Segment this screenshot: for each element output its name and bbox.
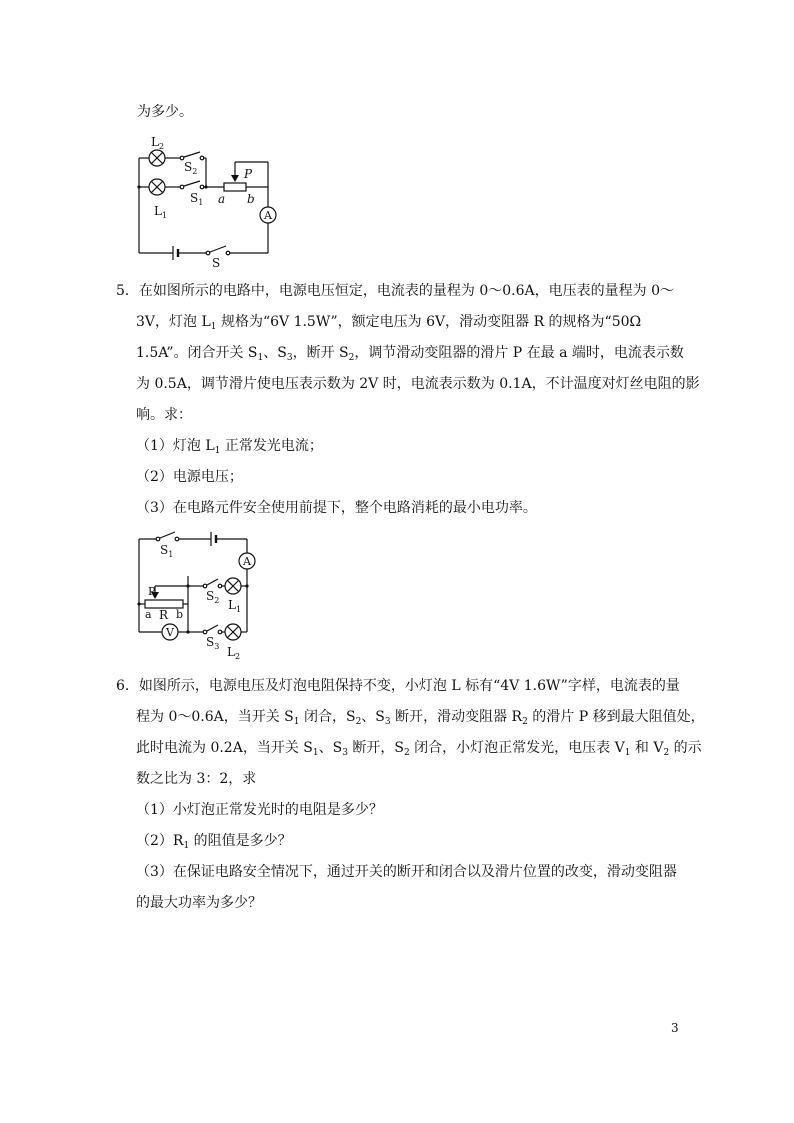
- label-S1: $S_1$: [160, 543, 174, 559]
- q6-line-3: 此时电流为 0.2A，当开关 $S_1$、$S_3$ 断开，$S_2$ 闭合，小灯泡正常发光，电压表 $V_1$ 和 $V_2$ 的示: [136, 740, 702, 758]
- label-S: S: [212, 256, 221, 270]
- q6-sub-1: （1）小灯泡正常发光时的电阻是多少？: [136, 802, 383, 818]
- page-number: 3: [671, 1021, 679, 1035]
- q6-sub-2: $(2)R_1$ 的阻值是多少？: [136, 833, 292, 851]
- q5-sub-2: （2）电源电压；: [136, 469, 243, 485]
- label-b-2: b: [176, 608, 184, 621]
- question-6: [116, 675, 705, 915]
- label-P: P: [244, 167, 253, 181]
- q5-line-4: 为 0.5A，调节滑片使电压表示数为 2V 时，电流表示数为 0.1A，不计温度对灯丝电阻的影: [136, 376, 700, 392]
- label-a: a: [218, 192, 226, 206]
- label-b: b: [247, 192, 255, 206]
- label-a-2: a: [145, 608, 152, 621]
- label-L1: $L_1$: [154, 204, 168, 220]
- q5-line-3: 1.5A”。闭合开关 $S_1$、$S_3$，断开 $S_2$，调节滑动变阻器的滑片 P 在最 a 端时，电流表示数: [136, 345, 684, 363]
- q4-tail-text: 为多少。: [137, 104, 193, 120]
- q5-sub-3: （3）在电路元件安全使用前提下，整个电路消耗的最小电功率。: [136, 500, 537, 516]
- label-R: R: [159, 608, 169, 622]
- q6-sub-3-line-2: 的最大功率为多少？: [136, 895, 262, 911]
- ammeter-label: A: [264, 209, 272, 222]
- ammeter-label-2: A: [243, 555, 251, 568]
- q5-line-1: 5．在如图所示的电路中，电源电压恒定，电流表的量程为 0～0.6A，电压表的量程为 0～: [116, 283, 675, 299]
- q6-line-1: 6．如图所示，电源电压及灯泡电阻保持不变，小灯泡 L 标有“4V 1.6W”字样，电流表的量: [116, 678, 680, 694]
- voltmeter-label: V: [166, 626, 174, 639]
- q5-line-2: 3V，灯泡 $L_1$ 规格为“6V 1.5W”，额定电压为 6V，滑动变阻器 R 的规格为“50Ω: [136, 314, 642, 332]
- label-S2-2: $S_2$: [206, 589, 220, 605]
- label-S2: $S_2$: [184, 160, 198, 176]
- q6-sub-3-line-1: （3）在保证电路安全情况下，通过开关的断开和闭合以及滑片位置的改变，滑动变阻器: [136, 864, 677, 880]
- q6-line-2: 程为 0～0.6A，当开关 $S_1$ 闭合，$S_2$、$S_3$ 断开，滑动变阻器 $R_2$ 的滑片 P 移到最大阻值处，: [136, 709, 705, 727]
- label-L1-2: $L_1$: [228, 598, 242, 614]
- q6-line-4: 数之比为 3：2，求: [136, 771, 257, 787]
- label-L2: $L_2$: [151, 135, 165, 151]
- q5-sub-1: （1）灯泡 $L_1$ 正常发光电流；: [136, 438, 323, 456]
- label-L2-2: $L_2$: [227, 645, 241, 661]
- q5-line-5: 响。求：: [136, 407, 192, 423]
- label-P-2: P: [148, 585, 156, 598]
- label-S1: $S_1$: [190, 191, 204, 207]
- label-S3: $S_3$: [206, 635, 220, 651]
